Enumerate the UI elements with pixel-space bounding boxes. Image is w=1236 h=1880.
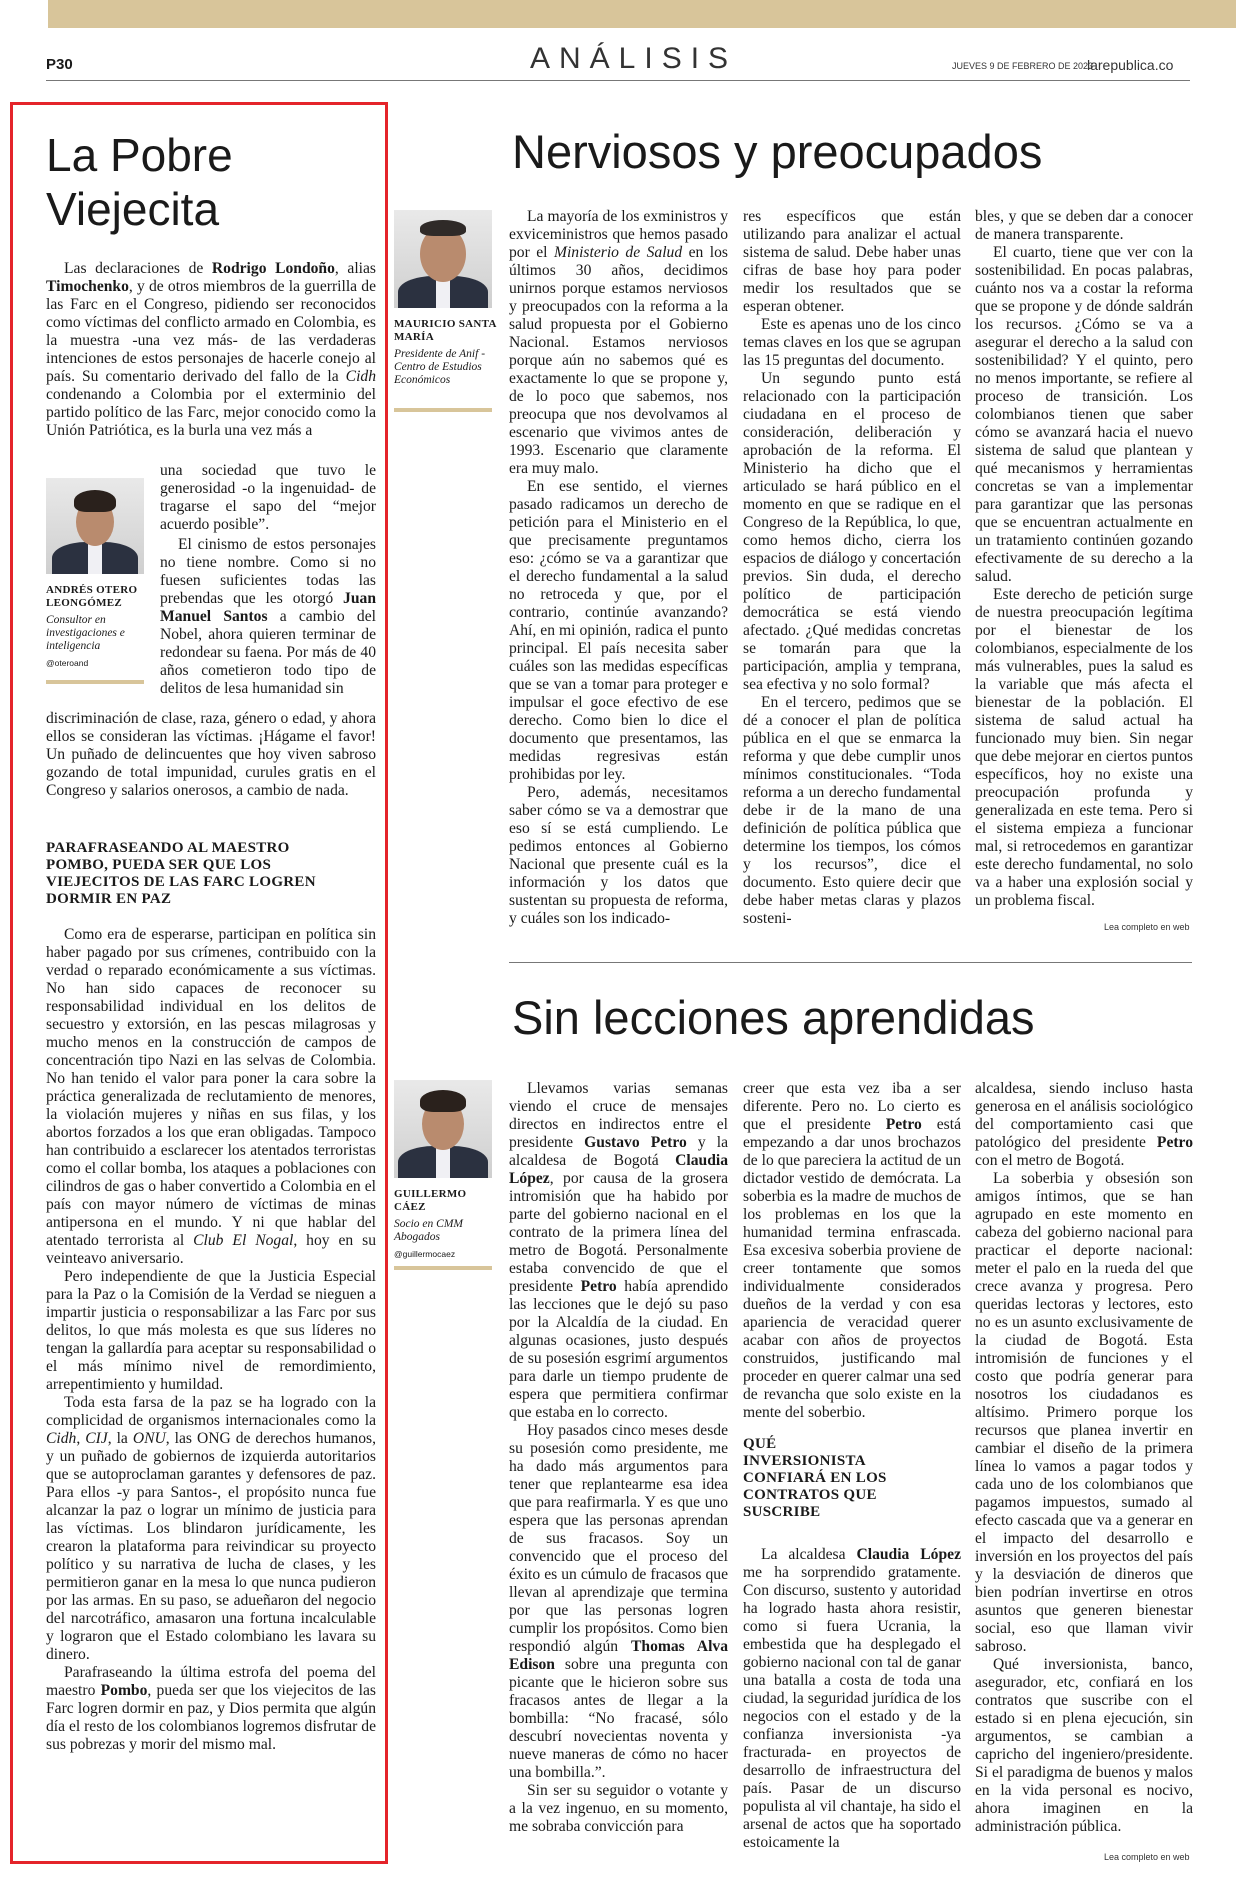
top-article-paragraph: El cuarto, tiene que ver con la sostenibilidad. En pocas palabras, cuánto nos va a costar la reforma que se propone y de dónde saldrán los recursos. ¿Cómo se va a asegurar el derecho a la salud con sostenibilidad? Y el quinto, pero no menos importante, se refiere al proceso de transición. Los colombianos tienen que saber cómo se avanzará hacia el nuevo sistema de salud que plantean y qué mecanismos y herramientas concretas se van a implementar para garantizar que las personas que se encuentran actualmente en un tratamiento continúen gozando efectivamente de su derecho a la salud.: [975, 244, 1193, 585]
top-article-column-2: [743, 208, 961, 928]
bottom-article-column-2: [743, 1080, 961, 1422]
left-article-paragraph: El cinismo de estos personajes no tiene nombre. Como si no fuesen suficientes todas las prebendas que les otorgó Juan Manuel Santos a cambio del Nobel, ahora quieren terminar de redondear su faena. Por más de 40 años cometieron todo tipo de delitos de lesa humanidad sin: [160, 536, 376, 697]
read-more-link[interactable]: Lea completo en web: [1104, 922, 1190, 932]
bottom-article-title: Sin lecciones aprendidas: [512, 991, 1035, 1044]
bottom-article-subhead: QUÉ INVERSIONISTA CONFIARÁ EN LOS CONTRATOS QUE SUSCRIBE: [743, 1436, 887, 1520]
top-article-paragraph: Un segundo punto está relacionado con la participación ciudadana en el proceso de consideración, deliberación y aprobación de la reforma. El Ministerio ha dicho que el articulado se hará público en el momento en que se radique en el Congreso de la República, lo que, como hemos dicho, cierra los espacios de diálogo y concertación previos. Sin duda, el derecho político de participación democrática se está viendo afectado. ¿Qué medidas concretas se tomarán para que la participación, amplia y temprana, sea efectiva y no solo formal?: [743, 370, 961, 693]
author-byline-santamaria: [394, 318, 499, 387]
top-article-paragraph: En ese sentido, el viernes pasado radicamos un derecho de petición para el Ministerio en el que precisamente preguntamos eso: ¿cómo se va a garantizar que el derecho fundamental a la salud no retroceda y que, por el contrario, continúe avanzando? Ahí, en mi opinión, radica el punto principal. El país necesita saber cuáles son las medidas específicas que se van a tomar para proteger e impulsar el goce efectivo de ese derecho. Como bien lo dice el documento que presentamos, las medidas regresivas están prohibidas por ley.: [509, 478, 728, 783]
author-handle[interactable]: @oteroand: [46, 658, 89, 668]
author-byline-otero: [46, 584, 156, 670]
left-article-title: La Pobre Viejecita: [46, 129, 233, 235]
author-photo-caez: [394, 1080, 492, 1178]
author-role: Socio en CMM Abogados: [394, 1218, 463, 1243]
left-article-paragraph: Como era de esperarse, participan en política sin haber pagado por sus crímenes, contribuido con la verdad o reparado económicamente a sus víctimas. No han sido capaces de reconocer su responsabilidad individual en los delitos de secuestro y extorsión, en las pescas milagrosas y mucho menos en la construcción de campos de concentración tipo Nazi en las selvas de Colombia. No han tenido el valor para poner la cara sobre la práctica generalizada de reclutamiento de menores, la violación mujeres y niñas en sus filas, y los abortos forzados a los que eran obligadas. Tampoco han contribuido a esclarecer los atentados terroristas como el collar bomba, los ataques a poblaciones con cilindros de gas o haber convertido a Colombia en el país con mayor número de víctimas de minas antipersona en el mundo. Y ni que hablar del atentado terrorista al Club El Nogal, hoy en su veinteavo aniversario.: [46, 926, 376, 1267]
author-byline-caez: [394, 1188, 499, 1261]
byline-gold-bar: [46, 680, 144, 684]
author-role: Presidente de Anif - Centro de Estudios Económicos: [394, 348, 486, 386]
left-article-continued: [46, 710, 376, 800]
bottom-article-paragraph: Llevamos varias semanas viendo el cruce de mensajes directos en indirectos entre el presidente Gustavo Petro y la alcaldesa de Bogotá Claudia López, por causa de la grosera intromisión que ha habido por parte del gobierno nacional en el contrato de la primera línea del metro de Bogotá. Personalmente estaba convencido de que el presidente Petro había aprendido las lecciones que le dejó su paso por la Alcaldía de la ciudad. En algunas ocasiones, justo después de su posesión esgrimí argumentos para darle un tiempo prudente de espera que permitiera confirmar que estaba en lo correcto.: [509, 1080, 728, 1421]
top-article-title: Nerviosos y preocupados: [512, 125, 1043, 178]
left-article-subhead: PARAFRASEANDO AL MAESTRO POMBO, PUEDA SER QUE LOS VIEJECITOS DE LAS FARC LOGREN DORMIR EN PAZ: [46, 840, 316, 907]
top-article-paragraph: Pero, además, necesitamos saber cómo se va a demostrar que eso sí se está cumpliendo. Le pedimos entonces al Gobierno Nacional que presente cuál es la información y los datos que sustentan su propuesta de reforma, y cuáles son los indicado-: [509, 784, 728, 927]
read-more-link[interactable]: Lea completo en web: [1104, 1852, 1190, 1862]
bottom-article-column-1: [509, 1080, 728, 1836]
author-photo-otero: [46, 478, 144, 574]
left-article-paragraph: Pero independiente de que la Justicia Especial para la Paz o la Comisión de la Verdad se nieguen a impartir justicia o responsabilizar a las Farc por sus delitos, lo que más molesta es que sus líderes no tengan la gallardía para aceptar su responsabilidad o el más mínimo nivel de remordimiento, arrepentimiento y humildad.: [46, 1268, 376, 1393]
page-number: P30: [46, 56, 73, 73]
left-article-intro: [46, 260, 376, 440]
bottom-article-paragraph: La alcaldesa Claudia López me ha sorprendido gratamente. Con discurso, sustento y autoridad ha logrado hasta ahora resistir, como si fuera Ucrania, la embestida que ha desplegado el gobierno nacional con tal de ganar una batalla a costa de toda una ciudad, la seguridad jurídica de los negocios con el estado y de la confianza inversionista -ya fracturada- en proyectos de desarrollo de infraestructura del país. Pasar de un discurso populista al vil chantaje, ha sido el arsenal de actos que ha soportado estoicamente la: [743, 1546, 961, 1851]
byline-gold-bar: [394, 408, 492, 412]
top-accent-bar: [48, 0, 1236, 28]
left-article-paragraph-cont: una sociedad que tuvo le generosidad -o la ingenuidad- de tragarse el sapo del “mejor acuerdo posible”.: [160, 462, 376, 533]
author-handle[interactable]: @guillermocaez: [394, 1249, 456, 1259]
top-article-paragraph: La mayoría de los exministros y exviceministros que hemos pasado por el Ministerio de Salud en los últimos 30 años, decidimos unirnos porque estamos nerviosos y preocupados con la reforma a la salud propuesta por el Gobierno Nacional. Estamos nerviosos porque aún no sabemos qué es exactamente lo que se propone y, de lo poco que sabemos, nos preocupa que nos devolvamos al escenario que vivimos antes de 1993. Escenario que claramente era muy malo.: [509, 208, 728, 477]
header-rule: [46, 80, 1190, 81]
article-divider: [509, 962, 1192, 963]
bottom-article-paragraph: Sin ser su seguidor o votante y a la vez ingenuo, en su momento, me sobraba convicción para: [509, 1782, 728, 1835]
left-article-paragraph-cont: discriminación de clase, raza, género o edad, y ahora ellos se consideran las víctimas. ¡Hágame el favor! Un puñado de delincuentes que hoy viven sabroso gozando de total impunidad, curules gratis en el Congreso y salarios onerosos, a cambio de nada.: [46, 710, 376, 799]
author-name: MAURICIO SANTA MARÍA: [394, 318, 497, 343]
bottom-article-paragraph: Qué inversionista, banco, asegurador, etc, confiará en los contratos que suscribe con el estado si en plena ejecución, sin argumentos, se cambian a capricho del ingeniero/presidente. Si el paradigma de buenos y malos en la vida personal es nocivo, ahora imaginen en la administración pública.: [975, 1656, 1193, 1835]
top-article-paragraph: res específicos que están utilizando para analizar el actual sistema de salud. Debe haber unas cifras de base hoy para poder medir los resultados que se esperan obtener.: [743, 208, 961, 315]
date: JUEVES 9 DE FEBRERO DE 2023: [952, 61, 1094, 71]
bottom-article-paragraph: alcaldesa, siendo incluso hasta generosa en el análisis sociológico del comportamiento casi que patológico del presidente Petro con el metro de Bogotá.: [975, 1080, 1193, 1169]
author-role: Consultor en investigaciones e inteligencia: [46, 614, 125, 652]
bottom-article-paragraph: La soberbia y obsesión son amigos íntimos, que se han agrupado en este momento en cabeza del gobierno nacional para practicar el deporte nacional: meter el palo en la rueda del que crece avanza y progresa. Pero queridas lectoras y lectores, esto no es un asunto exclusivamente de la ciudad de Bogotá. Esta intromisión de funciones y el costo que podría generar para nosotros los ciudadanos es altísimo. Primero porque los recursos que planea invertir en cambiar el diseño de la primera línea lo vamos a pagar todos y cada uno de los colombianos que pagamos impuestos, sumado al efecto cascada que va a generar en el impacto del desarrollo e inversión en los proyectos del país y la desviación de dineros que bien podrían invertirse en otros asuntos que generen bienestar social, eso que llaman vivir sabroso.: [975, 1170, 1193, 1655]
bottom-article-paragraph: Hoy pasados cinco meses desde su posesión como presidente, me ha dado más argumentos para tener que replantearme esa idea que para reafirmarla. Y es que uno espera que las personas aprendan de sus fracasos. Soy un convencido que el proceso del éxito es un cúmulo de fracasos que llevan al aprendizaje que termina por que las personas logren cumplir los propósitos. Como bien respondió algún Thomas Alva Edison sobre una pregunta con picante que le hicieron sobre sus fracasos antes de llegar a la bombilla: “No fracasé, sólo descubrí novecientas noventa y nueve maneras de cómo no hacer una bombilla.”.: [509, 1422, 728, 1781]
author-name: GUILLERMO CÁEZ: [394, 1188, 467, 1213]
author-name: ANDRÉS OTERO LEONGÓMEZ: [46, 584, 138, 609]
bottom-article-column-2b: [743, 1546, 961, 1852]
top-article-column-1: [509, 208, 728, 928]
left-article-float-text: [160, 462, 376, 698]
left-article-paragraph: Las declaraciones de Rodrigo Londoño, alias Timochenko, y de otros miembros de la guerrilla de las Farc en el Congreso, pidiendo ser reconocidos como víctimas del conflicto armado en Colombia, es la muestra -una vez más- de las verdaderas intenciones de estos personajes de hacerle conejo al país. Su comentario derivado del fallo de la Cidh condenando a Colombia por el exterminio del partido político de las Farc, mejor conocido como la Unión Patriótica, es la burla una vez más a: [46, 260, 376, 439]
top-article-paragraph: Este derecho de petición surge de nuestra preocupación legítima por el bienestar de los colombianos, especialmente de los más vulnerables, pues la salud es la variable que más afecta el bienestar de la población. El sistema de salud actual ha funcionado muy bien. Sin negar que debe mejorar en ciertos puntos específicos, hoy no existe una preocupación profunda y generalizada en este tema. Pero si el sistema empieza a funcionar mal, si retrocedemos en garantizar este derecho fundamental, no solo va a haber una explosión social y un problema fiscal.: [975, 586, 1193, 909]
site-url[interactable]: larepublica.co: [1087, 57, 1174, 73]
left-article-body: [46, 926, 376, 1754]
top-article-paragraph: En el tercero, pedimos que se dé a conocer el plan de política pública en el que se enmarca la reforma y que debe cumplir unos mínimos constitucionales. “Toda reforma a un derecho fundamental debe ir de la mano de una definición de política pública que determine los tiempos, los cómos y los recursos”, dice el documento. Esto quiere decir que debe haber metas claras y plazos sosteni-: [743, 694, 961, 927]
author-photo-santamaria: [394, 210, 492, 308]
bottom-article-paragraph: creer que esta vez iba a ser diferente. Pero no. Lo cierto es que el presidente Petro está empezando a dar unos brochazos de lo que pareciera la actitud de un dictador vestido de demócrata. La soberbia es la madre de muchos de los problemas en los que la humanidad termina enfrascada. Esa excesiva soberbia proviene de creer tontamente que somos individualmente considerados dueños de la verdad y con esa apariencia de veracidad querer acabar con años de proyectos construidos, justificando mal proceder en querer calmar una sed de revancha que solo existe en la mente del soberbio.: [743, 1080, 961, 1421]
left-article-paragraph: Parafraseando la última estrofa del poema del maestro Pombo, pueda ser que los viejecitos de las Farc logren dormir en paz, y Dios permita que algún día el resto de los colombianos logremos disfrutar de sus pobrezas y morir del mismo mal.: [46, 1664, 376, 1753]
byline-gold-bar: [394, 1266, 492, 1270]
section-title: ANÁLISIS: [530, 42, 738, 75]
top-article-column-3: [975, 208, 1193, 910]
top-article-paragraph: bles, y que se deben dar a conocer de manera transparente.: [975, 208, 1193, 243]
bottom-article-column-3: [975, 1080, 1193, 1836]
left-article-paragraph: Toda esta farsa de la paz se ha logrado con la complicidad de organismos internacionales como la Cidh, CIJ, la ONU, las ONG de derechos humanos, y un puñado de gobiernos de izquierda autoritarios que se autoproclaman garantes y defensores de paz. Para ellos -y para Santos-, el propósito nunca fue alcanzar la paz o lograr un mínimo de justicia para las víctimas. Los blindaron jurídicamente, les crearon la plataforma para reivindicar su proyecto político y su narrativa de lucha de clases, y les permitieron ganar en la mesa lo que nunca pudieron por las armas. En su paso, se adueñaron del negocio del narcotráfico, amasaron una fortuna incalculable y lograron que el Estado colombiano les lavara su dinero.: [46, 1394, 376, 1663]
top-article-paragraph: Este es apenas uno de los cinco temas claves en los que se agrupan las 15 preguntas del documento.: [743, 316, 961, 369]
